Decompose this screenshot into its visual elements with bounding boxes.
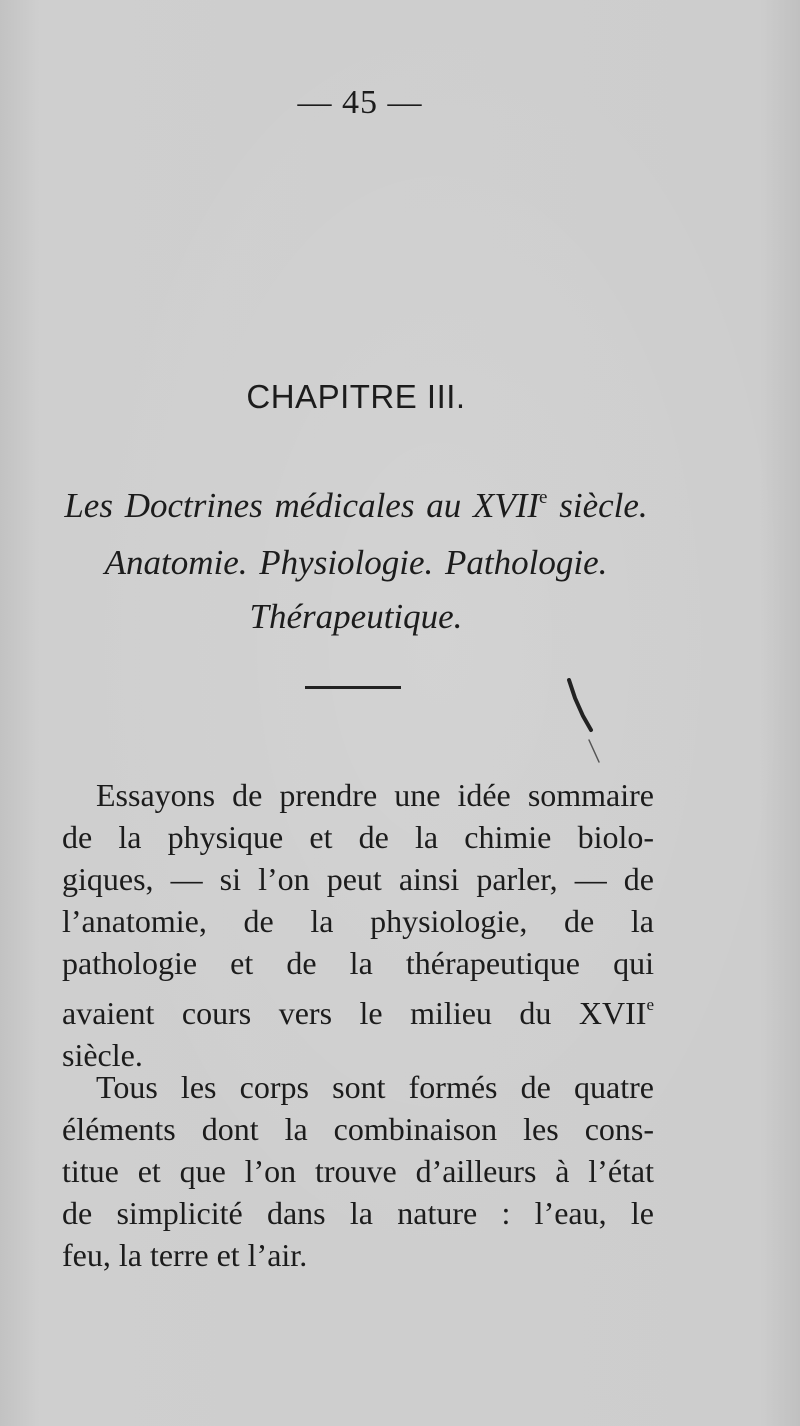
paragraph-2 [62,1066,654,1276]
superscript: e [646,995,654,1014]
text-line: pathologie et de la thérapeutique qui [62,945,654,981]
subtitle-text: Les Doctrines médicales au XVII [64,486,540,525]
text-line: de simplicité dans la nature : l’eau, le [62,1195,654,1231]
text-line-content: avaient cours vers le milieu du XVII [62,995,647,1031]
text-line: Essayons de prendre une idée sommaire [96,777,654,813]
text-line: titue et que l’on trouve d’ailleurs à l’état [62,1153,654,1189]
chapter-subtitle-line-2: Anatomie. Physiologie. Pathologie. [104,543,608,582]
page-number: — 45 — [297,84,423,121]
paragraph-1 [62,774,654,1076]
text-line [62,984,654,1034]
subtitle-text-end: siècle. [547,486,648,525]
superscript: e [539,487,548,508]
chapter-subtitle-line-1 [0,486,712,526]
section-divider [305,686,401,689]
text-line: feu, la terre et l’air. [62,1237,308,1273]
chapter-subtitle-line-3: Thérapeutique. [249,597,463,636]
text-line: siècle. [62,1037,143,1073]
text-line: éléments dont la combinaison les cons- [62,1111,654,1147]
text-line: giques, — si l’on peut ainsi parler, — de [62,861,654,897]
text-line: Tous les corps sont formés de quatre [96,1069,654,1105]
text-line: l’anatomie, de la physiologie, de la [62,903,654,939]
text-line: de la physique et de la chimie biolo- [62,819,654,855]
chapter-title: CHAPITRE III. [246,378,466,415]
pencil-mark [565,678,605,768]
